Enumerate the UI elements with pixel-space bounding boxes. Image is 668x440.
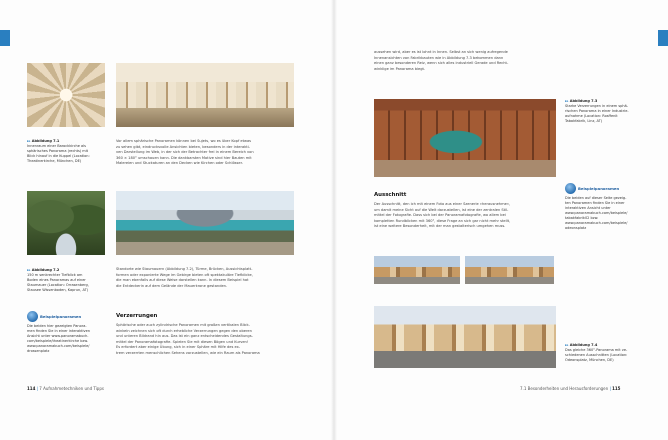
running-chapter-title: 7.1 Besonderheiten und Herausforderungen — [520, 386, 609, 391]
caption-line: schiedenen Ausschnitten (Location: — [565, 353, 628, 357]
figure-7-4-crop-a — [374, 256, 460, 284]
example-note-left — [27, 324, 107, 354]
note-line: interaktiven Ansicht unter — [565, 206, 611, 210]
text-line: Es erfordert aber einige Übung, sich in einer Sphäre mit Hilfe des ex- — [116, 345, 241, 350]
caption-line: Starke Verzerrungen in einem sphä- — [565, 104, 629, 108]
chapter-tab-left — [0, 30, 10, 46]
caption-line: 150 m senkrechter Tiefblick am — [27, 273, 83, 277]
caption-figure-7-4 — [565, 343, 645, 363]
caption-line: rischen Panorama in einer Industrie- — [565, 109, 629, 113]
page-number: 115 — [612, 386, 621, 391]
text-line: ven Darstellung im Web, in der sich der Betrachter frei in einem Bereich von — [116, 150, 254, 155]
text-line: Standorte wie Staumauern (Abbildung 7.2), Türme, Brücken, Aussichtsplatt- — [116, 267, 253, 271]
figure-7-2-gorge-photo — [27, 191, 105, 255]
caption-line: aufnahme (Location: Rosffenit — [565, 114, 618, 118]
running-chapter-title: 7 Aufnahmetechniken und Tipps — [39, 386, 104, 391]
footer-right: 7.1 Besonderheiten und Herausforderungen | 115 — [520, 386, 621, 391]
heading-verzerrungen: Verzerrungen — [116, 313, 158, 319]
figure-7-1-dome-photo — [27, 63, 105, 127]
chapter-tab-right — [658, 30, 668, 46]
text-line: einen ganz besonderen Reiz, wenn sich alles industriell Gerade und Recht- — [374, 61, 509, 66]
note-line: men finden Sie in einer interaktiven — [27, 329, 90, 333]
text-line: winklige im Panorama biegt. — [374, 66, 426, 71]
figure-7-4-full-panorama — [374, 306, 556, 368]
figure-7-4-crop-b — [465, 256, 554, 284]
text-line: winkeln zeichnen sich oft durch erhebliche Verzerrungen gegen den oberen — [116, 328, 252, 333]
arrow-right-icon: ▸▸ — [565, 343, 569, 347]
arrow-right-icon: ▸▸ — [27, 139, 31, 143]
globe-icon — [565, 183, 576, 194]
caption-figure-7-2 — [27, 268, 105, 293]
text-line: formen oder exponierte Wege im Gebirge bieten oft spektakuläre Tiefblicke, — [116, 272, 253, 277]
arrow-right-icon: ▸▸ — [27, 268, 31, 272]
text-line: die man ebenfalls auf diese Weise darstellen kann. In diesem Beispiel hat — [116, 278, 249, 283]
caption-line: Das gleiche 360°-Panorama mit ve- — [565, 348, 628, 352]
caption-line: sphärisches Panorama (rechts) mit — [27, 149, 89, 153]
text-line: mittel der Fotografie. Dass sich bei der Panoramafotografie, wo allem bei — [374, 213, 506, 218]
example-note-right — [565, 196, 647, 231]
arrow-right-icon: ▸▸ — [565, 99, 569, 103]
text-line: Innenansichten von Fabrikbauten wie in Abbildung 7.3 bekommen dann — [374, 55, 504, 60]
figure-7-2-dam-panorama — [116, 191, 294, 255]
example-title: Beispielpanoramen — [40, 314, 82, 319]
caption-line: Odeonsplatz, München, DE) — [565, 358, 614, 362]
book-gutter — [331, 0, 337, 440]
text-line: aussehen wird, aber es ist lohnt in Innen. Selbst an sich wenig aufregende — [374, 50, 508, 54]
text-line: Sphärische oder auch zylindrische Panoramen mit großen vertikalen Blick- — [116, 323, 250, 327]
text-line: und unteren Bildrand hin aus. Das ist ein ganz entscheidendes Gestaltungs- — [116, 334, 253, 339]
paragraph-continuation — [374, 50, 508, 72]
heading-ausschnitt: Ausschnitt — [374, 192, 407, 198]
note-line: www.panoramabuch.com/beispiele/ — [565, 221, 628, 225]
caption-label: Abbildung 7.4 — [569, 343, 598, 347]
paragraph-distortions — [116, 323, 260, 357]
text-line: mittel der Panoramafotografie. Spielen Sie mit diesen Bögen und Kurven! — [116, 339, 249, 344]
caption-figure-7-3 — [565, 99, 645, 124]
caption-line: Theatinerkirche, München, DE) — [27, 159, 82, 163]
text-line: die Entdeckerin auf dem Gelände der Mauerkrone gestanden. — [116, 283, 228, 288]
text-line: um damit meine Sicht auf die Welt darzustellen, ist eine der zentralen Stil- — [374, 207, 509, 212]
caption-line: Staumauer (Location: Orrasenberg, — [27, 283, 89, 287]
note-line: odeonsplatz — [565, 226, 587, 230]
text-line: zu sehen gibt, eindrucksvolle Ansichten bieten, besonders in der interakti- — [116, 144, 250, 149]
caption-line: Innenraum einer Barockkirche als — [27, 144, 86, 148]
example-title: Beispielpanoramen — [578, 186, 620, 191]
caption-figure-7-1 — [27, 139, 105, 164]
note-line: Ansicht unter www.panoramabuch. — [27, 334, 89, 338]
figure-7-1-church-panorama — [116, 63, 294, 127]
note-line: tabakfabrik02 bzw. — [565, 216, 599, 220]
figure-7-3-factory-panorama — [374, 99, 556, 177]
caption-line: Boden eines Panoramas auf einer — [27, 278, 86, 282]
paragraph-dam-views — [116, 267, 253, 289]
caption-line: Stausee Wissenboden, Kaprun, AT) — [27, 288, 89, 292]
note-line: Die beiden hier gezeigten Panora- — [27, 324, 87, 328]
right-page — [334, 0, 668, 440]
caption-line: Blick hinauf in die Kuppel (Location: — [27, 154, 90, 158]
text-line: 360 × 180° umschauen kann. Die dankbarsten Motive sind hier Bauten mit — [116, 155, 252, 160]
note-line: com/beispiele/theatinerkirche bzw. — [27, 339, 89, 343]
caption-line: Tabakfabrik, Linz, AT) — [565, 119, 603, 123]
text-line: kompletten Rundblicken mit 360°, diese Frage an sich gar nicht mehr stellt, — [374, 218, 511, 223]
note-line: drossenplatz — [27, 349, 50, 353]
text-line: Der Ausschnitt, den ich mit einem Foto aus einer Szenerie »herausnehme«, — [374, 202, 511, 206]
caption-label: Abbildung 7.3 — [569, 99, 598, 103]
footer-left: 114 | 7 Aufnahmetechniken und Tipps — [27, 386, 104, 391]
note-line: Die beiden auf dieser Seite gezeig- — [565, 196, 627, 200]
text-line: Vor allem sphärische Panoramen können bei Sujets, wo es über Kopf etwas — [116, 139, 252, 143]
note-line: www.panoramabuch.com/beispiele/ — [565, 211, 628, 215]
page-number: 114 — [27, 386, 36, 391]
note-line: ten Panoramen finden Sie in einer — [565, 201, 625, 205]
text-line: trem verzerrten menschlichen Sehens vorzustellen, wie ein Raum als Panorama — [116, 350, 260, 355]
paragraph-framing — [374, 202, 510, 230]
caption-label: Abbildung 7.1 — [31, 139, 60, 143]
paragraph-spherical-panoramas — [116, 139, 254, 167]
globe-icon — [27, 311, 38, 322]
caption-label: Abbildung 7.2 — [31, 268, 60, 272]
note-line: www.panoramabuch.com/beispiele/ — [27, 344, 90, 348]
text-line: ist eine weitere Besonderheit, mit der man gestalterisch umgehen muss. — [374, 224, 506, 229]
text-line: Malereien und Stuckaturen an den Decken wie Kirchen oder Schlösser. — [116, 161, 243, 166]
